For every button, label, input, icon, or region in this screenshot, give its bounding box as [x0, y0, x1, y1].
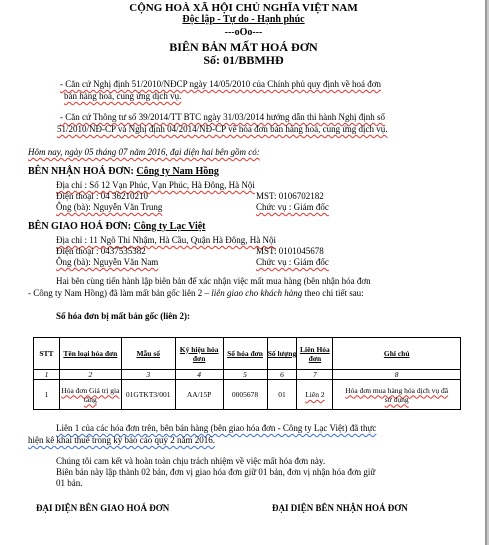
divider: ---oOo---: [224, 27, 263, 38]
closing-line-3: Chúng tôi cam kết và hoàn toàn chịu trách nhiệm về việc mất hóa đơn này.: [56, 456, 326, 466]
col-header-note: Ghi chú: [333, 338, 461, 370]
col-header-invoice-type: Tên loại hóa đơn: [59, 338, 121, 370]
col-number: 6: [267, 370, 297, 380]
col-header-invoice-number: Số hóa đơn: [223, 338, 267, 370]
col-number: 7: [297, 370, 333, 380]
document-number: Số: 01/BBMHĐ: [203, 53, 284, 67]
col-number: 4: [175, 370, 223, 380]
table-number-row: [34, 370, 461, 380]
basis-line-3: - Căn cứ Thông tư số 39/2014/TT BTC ngày 31/03/2014 hướng dẫn thi hành Nghị định số: [60, 112, 386, 122]
intro-line: Hôm nay, ngày 05 tháng 07 năm 2016, đại diện hai bên gồm có:: [28, 147, 260, 157]
signature-issuer: ĐẠI DIỆN BÊN GIAO HOÁ ĐƠN: [36, 503, 170, 513]
closing-line-5: 01 bản.: [56, 478, 83, 488]
closing-line-1: Liên 1 của các hóa đơn trên, bên bán hàng (bên giao hóa đơn - Công ty Lạc Việt) đã thực: [56, 423, 377, 433]
basis-line-1: - Căn cứ Nghị định 51/2010/NĐCP ngày 14/05/2010 của Chính phủ quy định về hoá đơn: [60, 79, 382, 89]
document-title: BIÊN BẢN MẤT HOÁ ĐƠN: [169, 40, 318, 54]
receiver-heading: BÊN NHẬN HOÁ ĐƠN: Công ty Nam Hồng: [28, 166, 219, 177]
issuer-position: Chức vụ : Giám đốc: [256, 257, 329, 267]
signature-receiver: ĐẠI DIỆN BÊN NHẬN HOÁ ĐƠN: [272, 503, 408, 513]
basis-line-4: 51/2010/NĐ-CP và Nghị định 04/2014/NĐ-CP về hóa đơn bán hàng hoá, cung ứng dịch vụ.: [57, 124, 388, 134]
col-header-quantity: Số lượng: [267, 338, 297, 370]
cell-note: Hóa đơn mua hàng hóa dịch vụ đã sử dụng: [333, 380, 461, 410]
country-heading: CỘNG HOÀ XÃ HỘI CHỦ NGHĨA VIỆT NAM: [129, 2, 358, 14]
statement-line-1: Hai bên cùng tiến hành lập biên bản để xác nhận việc mất mua hàng (bên nhận hóa đơn: [56, 276, 371, 286]
table-row: [34, 380, 461, 410]
motto: Độc lập - Tự do - Hạnh phúc: [182, 14, 305, 25]
table-caption: Số hóa đơn bị mất bản gốc (liên 2):: [56, 311, 191, 321]
receiver-phone: Điện thoại : 04 36210210: [56, 191, 148, 201]
table-header-row: [34, 338, 461, 370]
cell-invoice-number: 0005678: [223, 380, 267, 410]
lost-invoice-table: [33, 337, 461, 410]
col-number: 2: [59, 370, 121, 380]
cell-symbol: AA/15P: [175, 380, 223, 410]
cell-quantity: 01: [267, 380, 297, 410]
cell-stt: 1: [34, 380, 60, 410]
col-header-template: Mẫu số: [121, 338, 175, 370]
col-number: 1: [34, 370, 60, 380]
closing-line-2: hiện kê khai thuế trong kỳ báo cáo quý 2 năm 2016.: [28, 435, 215, 445]
issuer-tax-code: MST: 0101045678: [256, 246, 324, 256]
issuer-address: Địa chỉ : 11 Ngõ Thi Nhậm, Hà Cầu, Quận Hà Đông, Hà Nội: [56, 235, 276, 245]
receiver-address: Địa chỉ : Số 12 Vạn Phúc, Vạn Phúc, Hà Đông, Hà Nội: [56, 180, 255, 190]
issuer-heading: BÊN GIAO HOÁ ĐƠN: Công ty Lạc Việt: [28, 221, 206, 232]
cell-template: 01GTKT3/001: [121, 380, 175, 410]
receiver-representative: Ông (bà): Nguyễn Văn Trung: [56, 202, 163, 212]
col-header-stt: STT: [34, 338, 60, 370]
statement-line-2: - Công ty Nam Hồng) đã làm mất bản gốc liên 2 – liên giao cho khách hàng theo chi tiết sau:: [28, 288, 364, 298]
receiver-position: Chức vụ : Giám đốc: [256, 202, 329, 212]
col-number: 5: [223, 370, 267, 380]
cell-invoice-type: Hóa đơn Giá trị gia tăng: [59, 380, 121, 410]
issuer-representative: Ông (bà): Nguyễn Văn Nam: [56, 257, 159, 267]
col-number: 3: [121, 370, 175, 380]
cell-copy: Liên 2: [297, 380, 333, 410]
col-header-symbol: Ký hiệu hóa đơn: [175, 338, 223, 370]
col-number: 8: [333, 370, 461, 380]
col-header-copy: Liên Hóa đơn: [297, 338, 333, 370]
receiver-tax-code: MST: 0106702182: [256, 191, 324, 201]
basis-line-2: bán hàng hoá, cung ứng dịch vụ.: [64, 91, 182, 101]
closing-line-4: Biên bản này lập thành 02 bản, đơn vị giao hóa đơn giữ 01 bản, đơn vị nhận hóa đơn giữ: [56, 467, 376, 477]
issuer-phone: Điện thoại : 0437535382: [56, 246, 146, 256]
